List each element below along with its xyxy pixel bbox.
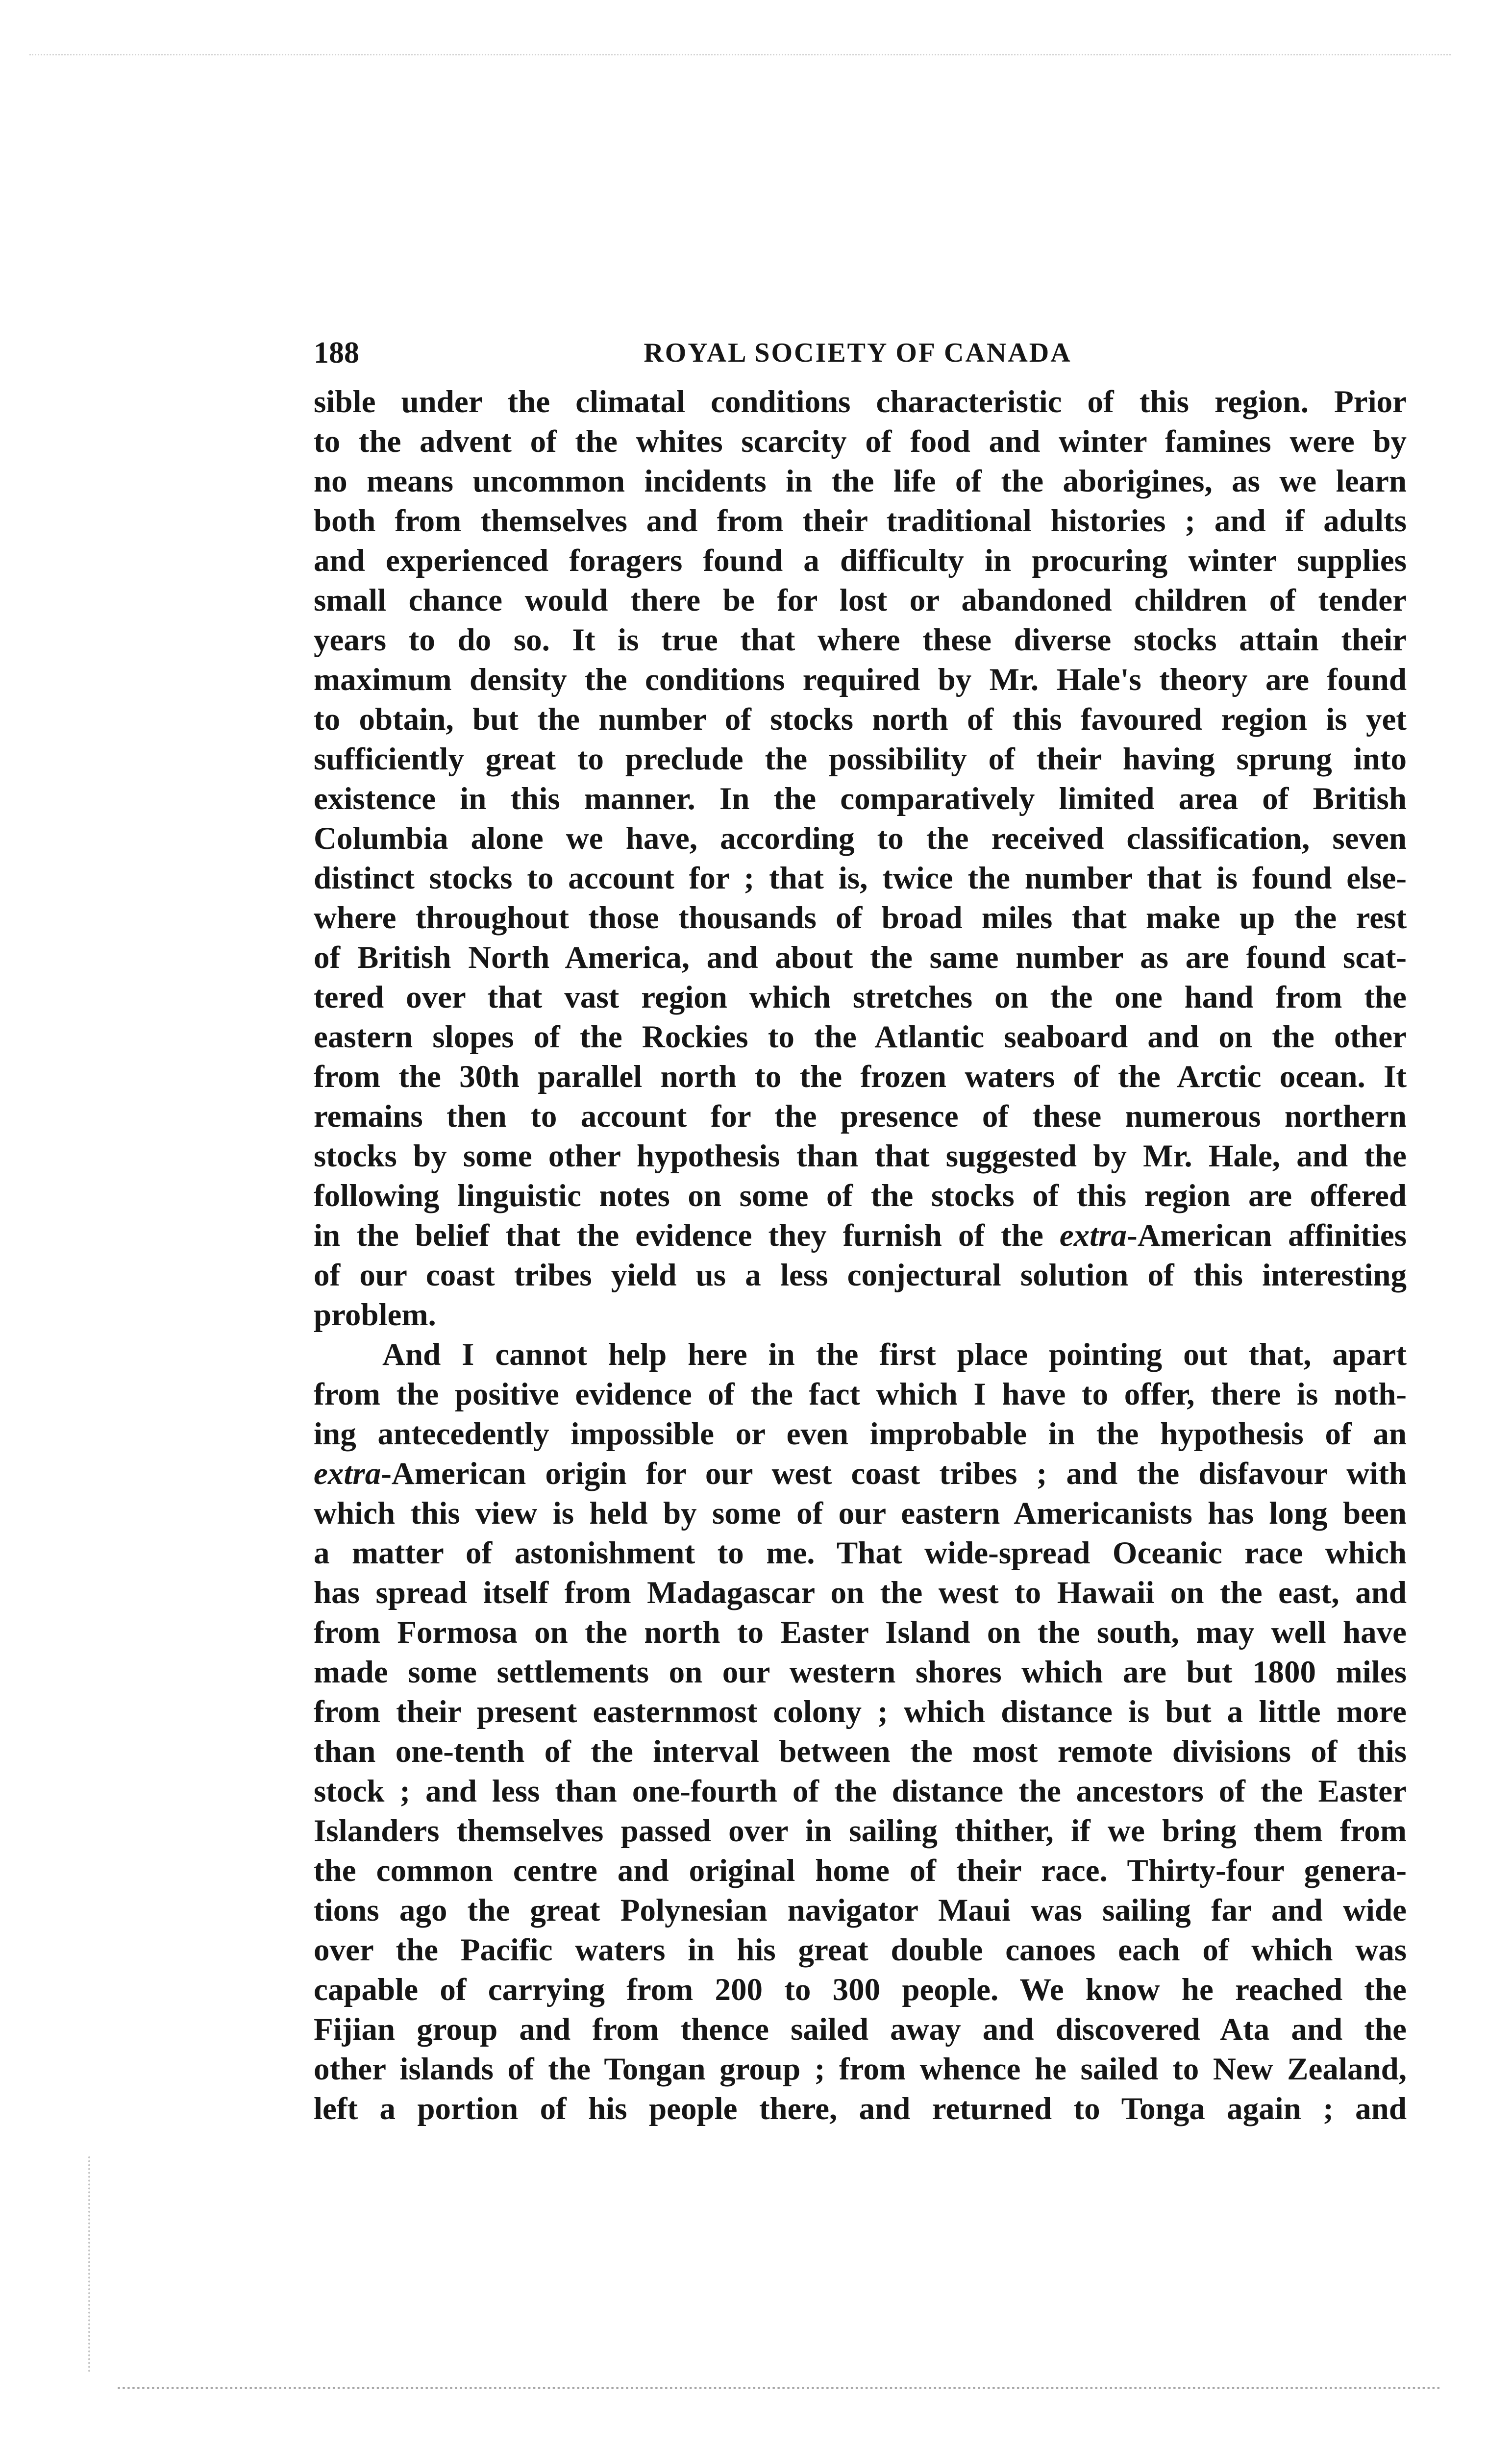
text-line: remains then to account for the presence of these numerous northern [314, 1099, 1407, 1134]
text-line: following linguistic notes on some of the stocks of this region are offered [314, 1178, 1407, 1213]
text-line: from the 30th parallel north to the frozen waters of the Arctic ocean. It [314, 1059, 1407, 1094]
text-line: tions ago the great Polynesian navigator Maui was sailing far and wide [314, 1893, 1407, 1928]
text-line: Columbia alone we have, according to the received classification, seven [314, 821, 1407, 856]
text-line: has spread itself from Madagascar on the west to Hawaii on the east, and [314, 1575, 1407, 1610]
text-line: Islanders themselves passed over in sailing thither, if we bring them from [314, 1813, 1407, 1849]
text-line: the common centre and original home of their race. Thirty-four genera- [314, 1853, 1407, 1888]
text-line: left a portion of his people there, and returned to Tonga again ; and [314, 2091, 1407, 2127]
text-line: extra-American origin for our west coast tribes ; and the disfavour with [314, 1456, 1407, 1491]
text-line: stock ; and less than one-fourth of the distance the ancestors of the Easter [314, 1774, 1407, 1809]
text-line: of British North America, and about the same number as are found scat- [314, 940, 1407, 975]
text-line: of our coast tribes yield us a less conjectural solution of this interesting [314, 1258, 1407, 1293]
text-line: years to do so. It is true that where these diverse stocks attain their [314, 622, 1407, 658]
text-line: made some settlements on our western shores which are but 1800 miles [314, 1655, 1407, 1690]
text-line: stocks by some other hypothesis than that suggested by Mr. Hale, and the [314, 1138, 1407, 1174]
text-line: over the Pacific waters in his great double canoes each of which was [314, 1932, 1407, 1968]
page-header [314, 328, 1402, 377]
text-line: tered over that vast region which stretches on the one hand from the [314, 980, 1407, 1015]
text-line: from Formosa on the north to Easter Island on the south, may well have [314, 1615, 1407, 1650]
text-line: Fijian group and from thence sailed away and discovered Ata and the [314, 2012, 1407, 2047]
page-number: 188 [314, 336, 359, 370]
text-line: other islands of the Tongan group ; from whence he sailed to New Zealand, [314, 2052, 1407, 2087]
text-line: to the advent of the whites scarcity of food and winter famines were by [314, 424, 1407, 459]
paragraph-1 [314, 382, 1407, 1335]
running-title: ROYAL SOCIETY OF CANADA [644, 338, 1072, 368]
page-edge-left [88, 2156, 110, 2372]
text-line: in the belief that the evidence they furnish of the extra-American affinities [314, 1218, 1407, 1253]
text-line: sible under the climatal conditions characteristic of this region. Prior [314, 384, 1407, 420]
text-line: from their present easternmost colony ; which distance is but a little more [314, 1694, 1407, 1730]
text-line: from the positive evidence of the fact which I have to offer, there is noth- [314, 1377, 1407, 1412]
text-line: And I cannot help here in the first place pointing out that, apart [382, 1337, 1407, 1372]
page-edge-top [29, 54, 1451, 85]
text-line: distinct stocks to account for ; that is, twice the number that is found else- [314, 861, 1407, 896]
text-line: no means uncommon incidents in the life of the aborigines, as we learn [314, 464, 1407, 499]
text-line: a matter of astonishment to me. That wide-spread Oceanic race which [314, 1535, 1407, 1571]
text-line: to obtain, but the number of stocks north of this favoured region is yet [314, 702, 1407, 737]
text-line: ing antecedently impossible or even improbable in the hypothesis of an [314, 1416, 1407, 1452]
page-edge-bottom [118, 2367, 1441, 2389]
text-line: small chance would there be for lost or abandoned children of tender [314, 583, 1407, 618]
text-line: maximum density the conditions required by Mr. Hale's theory are found [314, 662, 1407, 697]
paragraph-2 [314, 1335, 1407, 2129]
text-line: and experienced foragers found a difficulty in procuring winter supplies [314, 543, 1407, 578]
text-line: eastern slopes of the Rockies to the Atlantic seaboard and on the other [314, 1019, 1407, 1055]
text-line: where throughout those thousands of broad miles that make up the rest [314, 900, 1407, 936]
body-text [314, 382, 1407, 2129]
text-line: problem. [314, 1297, 436, 1333]
text-line: existence in this manner. In the comparatively limited area of British [314, 781, 1407, 816]
text-line: sufficiently great to preclude the possibility of their having sprung into [314, 742, 1407, 777]
text-line: capable of carrying from 200 to 300 people. We know he reached the [314, 1972, 1407, 2007]
text-line: than one-tenth of the interval between the most remote divisions of this [314, 1734, 1407, 1769]
text-line: both from themselves and from their traditional histories ; and if adults [314, 503, 1407, 539]
text-line: which this view is held by some of our eastern Americanists has long been [314, 1496, 1407, 1531]
